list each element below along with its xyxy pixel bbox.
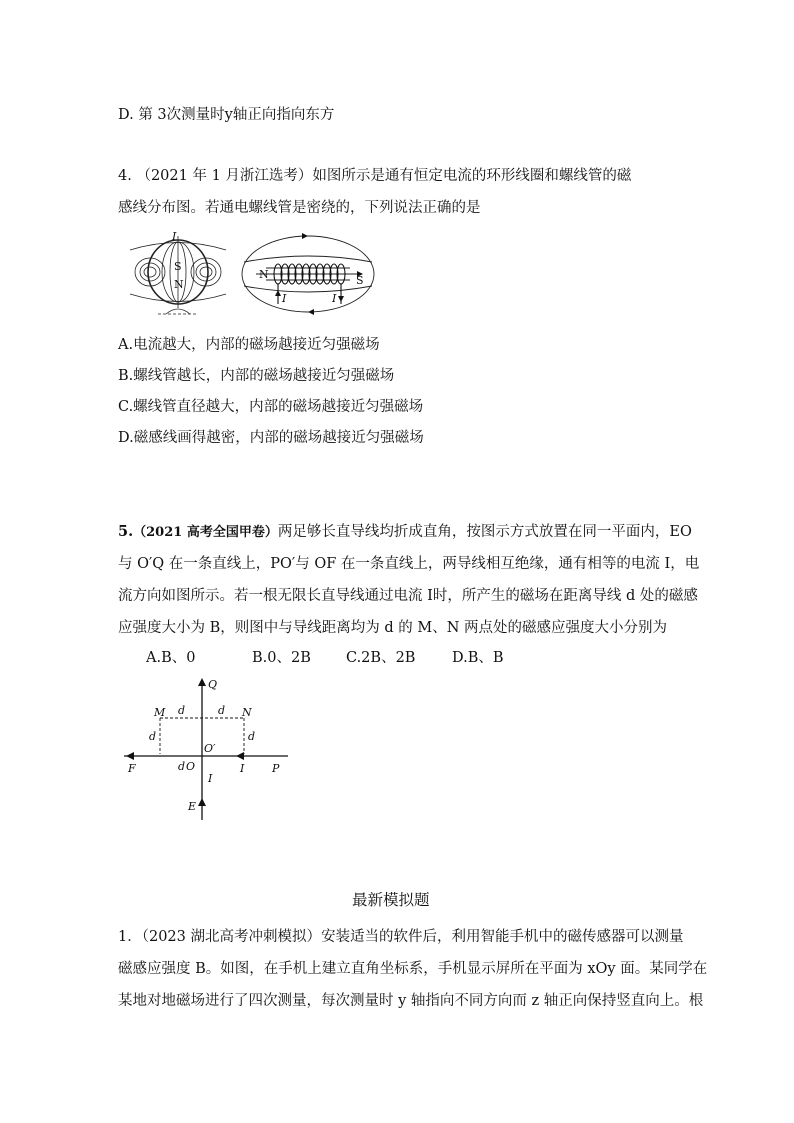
q4-ring-n-label: N	[174, 278, 184, 291]
q4-solenoid-current-left: I	[282, 292, 287, 305]
q4-solenoid-n-label: N	[259, 268, 269, 281]
q5-label-o-prime: O′	[204, 742, 216, 755]
q4-stem-line-2: 感线分布图。若通电螺线管是密绕的，下列说法正确的是	[118, 200, 481, 216]
q5-option-c: C.2B、2B	[346, 650, 416, 666]
q5-stem-line-1-rest: 两足够长直导线均折成直角，按图示方式放置在同一平面内，EO	[277, 524, 692, 540]
q4-solenoid-s-label: S	[356, 274, 364, 287]
q4-figure-solenoid	[238, 232, 378, 316]
q5-stem-line-1	[118, 520, 692, 541]
q4-ring-s-label: S	[174, 260, 182, 273]
q5-label-n: N	[242, 706, 252, 719]
q5-label-i-horizontal: I	[240, 762, 245, 775]
q5-label-q: Q	[208, 678, 218, 691]
q5-option-a: A.B、0	[146, 650, 196, 666]
q5-label-d-top-left: d	[178, 704, 186, 717]
q5-number: 5.	[118, 523, 134, 540]
q5-label-e: E	[188, 800, 197, 813]
q4-option-d: D.磁感线画得越密，内部的磁场越接近匀强磁场	[118, 430, 424, 446]
q3-option-d: D. 第 3次测量时y轴正向指向东方	[118, 107, 335, 123]
q4-option-c: C.螺线管直径越大，内部的磁场越接近匀强磁场	[118, 399, 424, 415]
q4-ring-current-label: I	[172, 230, 177, 243]
q4-solenoid-current-right: I	[332, 292, 337, 305]
q5-label-i-vertical: I	[208, 772, 213, 785]
q5-label-d-top-right: d	[218, 704, 226, 717]
sim-q1-line-1: 1．（2023 湖北高考冲刺模拟）安装适当的软件后，利用智能手机中的磁传感器可以测量	[118, 929, 684, 945]
q5-figure-wires	[118, 674, 298, 824]
q5-label-d-bottom: d	[178, 760, 186, 773]
q5-label-d-right: d	[248, 730, 256, 743]
sim-q1-line-3: 某地对地磁场进行了四次测量，每次测量时 y 轴指向不同方向而 z 轴正向保持竖直向上。根	[118, 993, 704, 1009]
q5-stem-line-3: 流方向如图所示。若一根无限长直导线通过电流 I时，所产生的磁场在距离导线 d 处的磁感	[118, 588, 698, 604]
q5-source: （2021 高考全国甲卷）	[133, 525, 278, 540]
q4-option-b: B.螺线管越长，内部的磁场越接近匀强磁场	[118, 368, 395, 384]
q5-label-f: F	[128, 762, 136, 775]
q5-label-o: O	[186, 760, 196, 773]
q5-stem-line-4: 应强度大小为 B，则图中与导线距离均为 d 的 M、N 两点处的磁感应强度大小分别为	[118, 620, 668, 636]
q4-figure-ring-coil	[128, 230, 228, 318]
q4-option-a: A.电流越大，内部的磁场越接近匀强磁场	[118, 337, 380, 353]
q5-stem-line-2: 与 O′Q 在一条直线上，PO′与 OF 在一条直线上，两导线相互绝缘，通有相等的电流 I，电	[118, 556, 700, 572]
sim-q1-line-2: 磁感应强度 B。如图，在手机上建立直角坐标系，手机显示屏所在平面为 xOy 面。某同学在	[118, 961, 708, 977]
q5-label-m: M	[154, 706, 166, 719]
q5-option-d: D.B、B	[452, 650, 504, 666]
q5-label-p: P	[272, 762, 280, 775]
q4-stem-line-1: 4. （2021 年 1 月浙江选考）如图所示是通有恒定电流的环形线圈和螺线管的磁	[118, 168, 632, 184]
q5-option-b: B.0、2B	[252, 650, 311, 666]
q5-label-d-left: d	[149, 730, 157, 743]
section-title: 最新模拟题	[352, 891, 430, 909]
